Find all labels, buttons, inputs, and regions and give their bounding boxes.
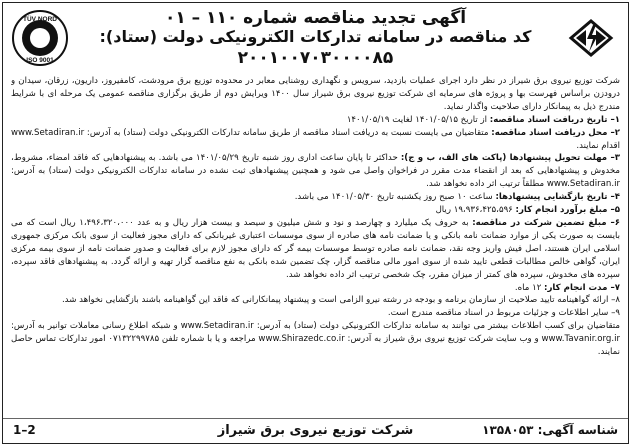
item-1-label: ۱– تاریخ دریافت اسناد مناقصه: <box>489 114 620 125</box>
item-6-text: به حروف یک میلیارد و چهارصد و نود و شش میلیون و سیصد و بیست هزار ریال و به عدد ۱،۴۹۶،۳۲۰،۰۰۰ ریال است که می بایست به صورت یکی از موارد ضمانت نامه بانکی و یا ضمانت نامه های صادره از سوی موسسات اعتباری غیربانکی که دارای مجوز فعالیت از سوی بانک مرکزی جمهوری اسلامی ایران هستند، اصل فیش واریز وجه نقد، ضمانت نامه صادره توسط موسسات بیمه گر که دارای مجوز لازم برای فعالیت و صدور ضمانت نامه از سوی بیمه مرکزی ایران، گواهی خالص مطالبات قطعی تایید شده از سوی امور مالی مناقصه گزار، چک تضمین شده بانکی به نفع مناقصه گزار تهیه و ارائه گردد. به پیشنهادهای فاقد سپرده، سپرده های مخدوش، سپرده های کمتر از میزان مقرر، چک شخصی ترتیب اثر داده نخواهد شد. <box>11 217 620 280</box>
item-5-text: ۱۹،۹۳۶،۴۲۵،۵۹۶ ریال <box>435 205 513 216</box>
item-1 <box>11 114 620 127</box>
item-2-text: متقاضیان می بایست نسبت به دریافت اسناد مناقصه از طریق سامانه تدارکات الکترونیکی دولت (ستاد) به آدرس: www.Setadiran.ir اقدام نمایند. <box>11 127 620 151</box>
intro-paragraph: شرکت توزیع نیروی برق شیراز در نظر دارد اجرای عملیات بازدید، سرویس و نگهداری روشنایی معابر در محدوده توزیع برق مرودشت، کامفیروز، داریون، زرقان، سیدان و درودزن براساس فهرست بها و پروژه های سرمایه ای شرکت توزیع نیروی برق شیراز سال ۱۴۰۰ ویرایش دوم از طریق برگزاری مناقصه عمومی یک مرحله ای با شرایط مندرج ذیل به پیمانکار دارای صلاحیت واگذار نماید. <box>11 76 620 112</box>
item-2 <box>11 127 620 153</box>
company-name: شرکت توزیع نیروی برق شیراز <box>217 423 414 438</box>
item-1-text: از تاریخ ۱۴۰۱/۰۵/۱۵ لغایت ۱۴۰۱/۰۵/۱۹ <box>346 114 488 125</box>
closing-paragraph: متقاضیان برای کسب اطلاعات بیشتر می توانند به سامانه تدارکات الکترونیکی دولت (ستاد) به آدرس: www.Setadiran.ir و شبکه اطلاع رسانی معاملات توانیر به آدرس: www.Tavanir.org.ir و وب سایت شرکت توزیع نیروی برق شیراز به آدرس: www.Shirazedc.co.ir مراجعه و یا با شماره تلفن ۰۷۱۳۲۲۹۹۷۸۵ امور تدارکات تماس حاصل نمایند. <box>11 321 620 358</box>
svg-text:TÜV NORD: TÜV NORD <box>23 16 57 23</box>
item-3 <box>11 152 620 191</box>
notice-subtitle: کد مناقصه در سامانه تدارکات الکترونیکی دولت (ستاد): <box>99 27 532 46</box>
notice-title: آگهی تجدید مناقصه شماره ۱۱۰ – ۰۱ <box>164 8 467 28</box>
page-number: 1–2 <box>13 423 36 437</box>
power-company-logo <box>568 15 614 61</box>
item-4-label: ۴– تاریخ بازگشایی پیشنهادها: <box>495 192 620 203</box>
tender-code: ۲۰۰۱۰۰۷۰۳۰۰۰۰۸۵ <box>237 48 394 68</box>
item-6 <box>11 217 620 282</box>
svg-text:ISO 9001: ISO 9001 <box>26 57 54 64</box>
notice-body <box>11 75 620 417</box>
tuv-iso-logo <box>11 9 69 67</box>
item-5 <box>11 204 620 217</box>
item-4-text: ساعت ۱۰ صبح روز یکشنبه تاریخ ۱۴۰۱/۰۵/۳۰ می باشد. <box>294 192 493 203</box>
item-7-label: ۷– مدت انجام کار: <box>544 282 620 293</box>
item-5-label: ۵– مبلغ برآورد انجام کار: <box>515 205 620 216</box>
item-3-label: ۳– مهلت تحویل پیشنهادها (پاکت های الف، ب و ج): <box>400 153 620 164</box>
tender-notice <box>2 2 629 444</box>
item-9: ۹– سایر اطلاعات و جزئیات مربوط در اسناد مناقصه مندرج است. <box>387 308 620 319</box>
ad-id: شناسه آگهی: ۱۳۵۸۰۵۳ <box>482 423 618 437</box>
notice-footer <box>3 418 628 443</box>
item-3-text: حداکثر تا پایان ساعت اداری روز شنبه تاریخ ۱۴۰۱/۰۵/۲۹ می باشد. به پیشنهادهایی که فاقد امضاء، مشروط، مخدوش و پیشنهادهایی که بعد از انقضاء مدت مقرر در فراخوان واصل می شود و همچنین پیشنهادهای ثبت نشده در سامانه تدارکات الکترونیکی دولت (ستاد) به آدرس: www.Setadiran.ir مطلقاً ترتیب اثر داده نخواهد شد. <box>11 153 620 190</box>
item-8: ۸– ارائه گواهینامه تایید صلاحیت از سازمان برنامه و بودجه در رشته نیرو الزامی است و پیشنهاد پیمانکارانی که فاقد این گواهینامه باشند بازگشایی نخواهد شد. <box>61 295 620 306</box>
item-7 <box>11 282 620 295</box>
item-2-label: ۲– محل دریافت اسناد مناقصه: <box>491 127 620 138</box>
item-4 <box>11 191 620 204</box>
item-7-text: ۱۲ ماه. <box>514 282 542 293</box>
notice-header <box>3 3 628 71</box>
item-6-label: ۶– مبلغ تضمین شرکت در مناقصه: <box>472 217 620 228</box>
